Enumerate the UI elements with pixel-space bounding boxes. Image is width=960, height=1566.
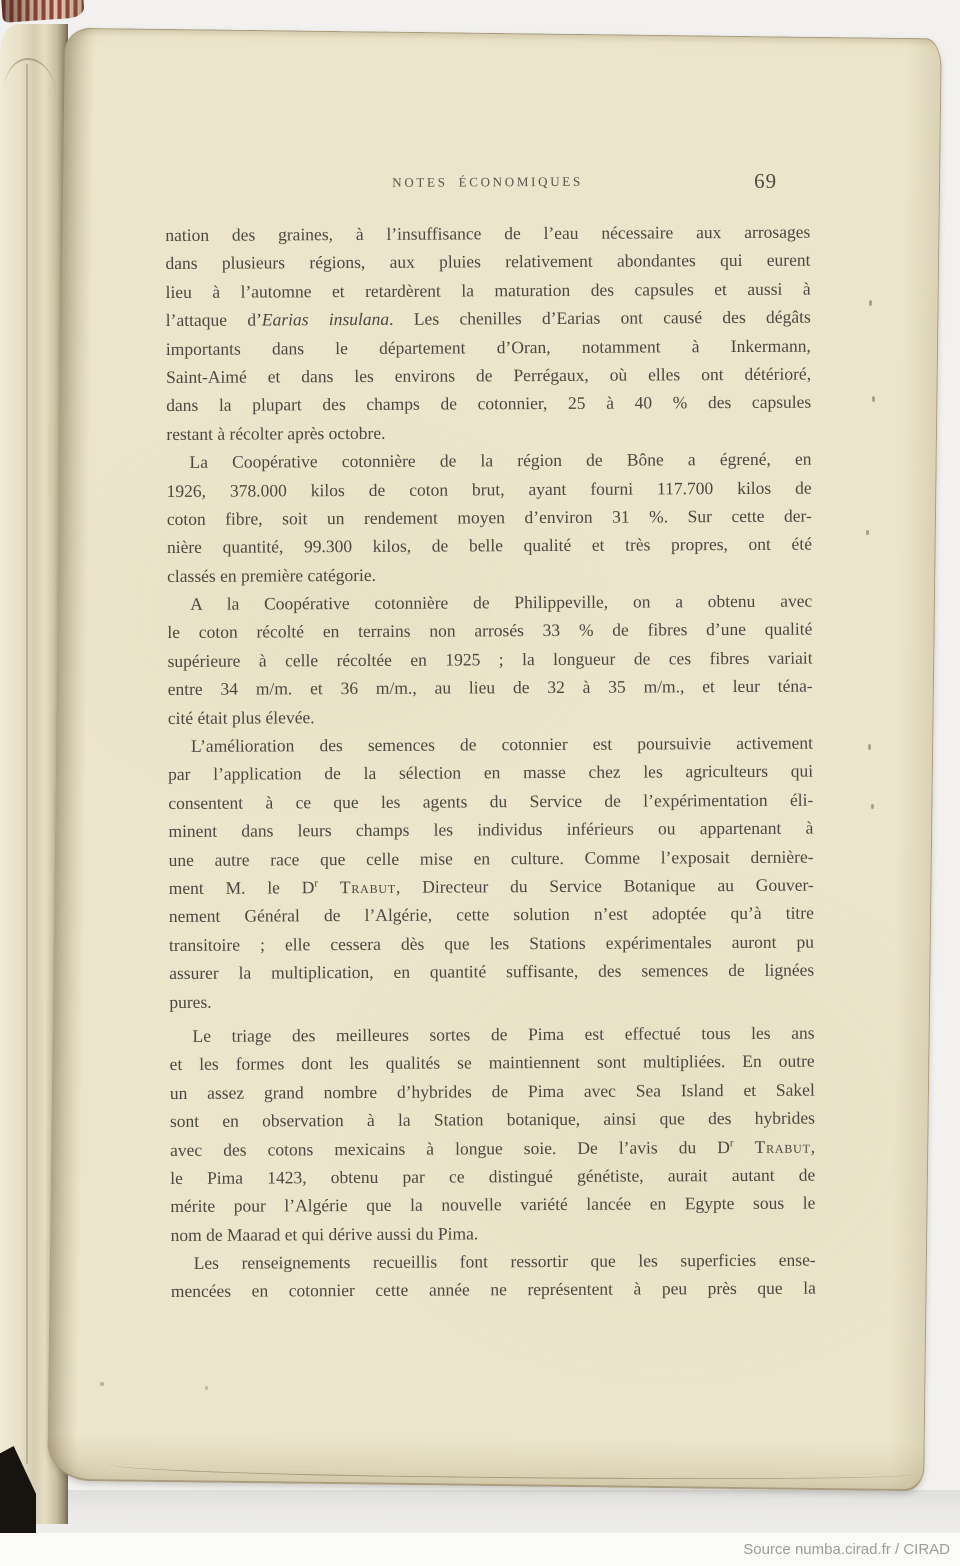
paragraph [171, 1246, 816, 1306]
ink-speck [869, 300, 872, 306]
paragraph [166, 445, 812, 590]
text-line: A la Coopérative cotonnière de Philippeville, on a obtenu avec [190, 590, 813, 614]
source-watermark: Source numba.cirad.fr / CIRAD [743, 1541, 950, 1558]
text-line: sont en observation à la Station botanique, ainsi que des hybrides [169, 1107, 815, 1132]
text-line: et les formes dont les qualités se maintiennent sont multipliées. En outre [169, 1050, 815, 1075]
text-line: dans la plupart des champs de cotonnier, 25 à 40 % des capsules [166, 391, 812, 416]
page-text [165, 218, 816, 1306]
book-headband [1, 0, 84, 23]
text-line: par l’application de la sélection en masse chez les agriculteurs qui [168, 761, 814, 785]
paragraph [168, 729, 814, 1016]
text-line: avec des cotons mexicains à longue soie. De l’avis du $D^r$ Trabut, [170, 1136, 816, 1160]
page-number: 69 [753, 168, 778, 193]
text-line: le coton récolté en terrains non arrosés 33 % de fibres d’une qualité [167, 619, 813, 643]
text-line: coton fibre, soit un rendement moyen d’environ 31 %. Sur cette der- [166, 505, 812, 529]
text-line: dans plusieurs régions, aux pluies relativement abondantes qui eurent [165, 250, 811, 274]
text-line: La Coopérative cotonnière de la région de Bône a égrené, en [189, 448, 812, 473]
text-line: transitoire ; elle cessera dès que les Stations expérimentales auront pu [168, 931, 815, 955]
text-line: supérieure à celle récoltée en 1925 ; la longueur de ces fibres variait [167, 647, 813, 671]
text-line: nière quantité, 99.300 kilos, de belle qualité et très propres, ont été [166, 533, 812, 558]
text-line: nation des graines, à l’insuffisance de l’eau nécessaire aux arrosages [165, 221, 811, 245]
text-line: assurer la multiplication, en quantité suffisante, des semences de lignées [169, 959, 815, 984]
ink-speck [871, 804, 874, 809]
text-line: une autre race que celle mise en culture. Comme l’exposait dernière- [168, 846, 814, 870]
text-line: importants dans le département d’Oran, notamment à Inkermann, [165, 335, 811, 359]
text-line: entre 34 m/m. et 36 m/m., au lieu de 32 à 35 m/m., et leur téna- [167, 675, 813, 700]
paragraph [165, 218, 811, 448]
ink-speck [868, 744, 871, 750]
text-line: l’attaque d’Earias insulana. Les chenilles d’Earias ont causé des dégâts [165, 306, 811, 331]
paragraph [167, 587, 813, 732]
text-line: mérite pour l’Algérie que la nouvelle variété lancée en Egypte sous le [170, 1192, 816, 1217]
text-line: nom de Maarad et qui dérive aussi du Pima. [170, 1223, 479, 1245]
paragraph [169, 1019, 815, 1249]
ink-speck [100, 1382, 104, 1386]
text-line: cité était plus élevée. [167, 706, 315, 728]
ink-speck [205, 1386, 208, 1390]
text-line: Le triage des meilleures sortes de Pima est effectué tous les ans [192, 1022, 815, 1046]
text-line: 1926, 378.000 kilos de coton brut, ayant fourni 117.700 kilos de [166, 477, 812, 501]
text-line: pures. [169, 991, 212, 1012]
watermark-bar [0, 1533, 960, 1566]
running-head [165, 168, 810, 196]
text-line: le Pima 1423, obtenu par ce distingué génétiste, aurait autant de [170, 1164, 816, 1188]
text-line: nement Général de l’Algérie, cette solution n’est adoptée qu’à titre [168, 902, 814, 927]
text-line: restant à récolter après octobre. [166, 422, 386, 444]
running-title: NOTES ÉCONOMIQUES [392, 173, 583, 190]
text-line: minent dans leurs champs les individus inférieurs ou appartenant à [168, 817, 814, 842]
text-line: ment M. le $D^r$ Trabut, Directeur du Service Botanique au Gouver- [168, 874, 814, 898]
text-line: classés en première catégorie. [167, 564, 377, 586]
text-line: Saint-Aimé et dans les environs de Perrégaux, où elles ont détérioré, [165, 363, 812, 387]
text-line: mencées en cotonnier cette année ne représentent à peu près que la [170, 1278, 816, 1302]
text-line: lieu à l’automne et retardèrent la maturation des capsules et aussi à [165, 278, 811, 302]
scanner-bed-shadow [0, 1490, 960, 1534]
text-line: consentent à ce que les agents du Service de l’expérimentation éli- [168, 789, 814, 813]
text-line: L’amélioration des semences de cotonnier est poursuivie activement [190, 732, 814, 756]
text-line: Les renseignements recueillis font ressortir que les superficies ense- [193, 1249, 816, 1273]
page-content [165, 168, 816, 1306]
text-line: un assez grand nombre d’hybrides de Pima avec Sea Island et Sakel [169, 1079, 815, 1103]
page-bottom-edge [109, 1464, 915, 1483]
ink-speck [872, 396, 875, 402]
ink-speck [866, 530, 869, 535]
